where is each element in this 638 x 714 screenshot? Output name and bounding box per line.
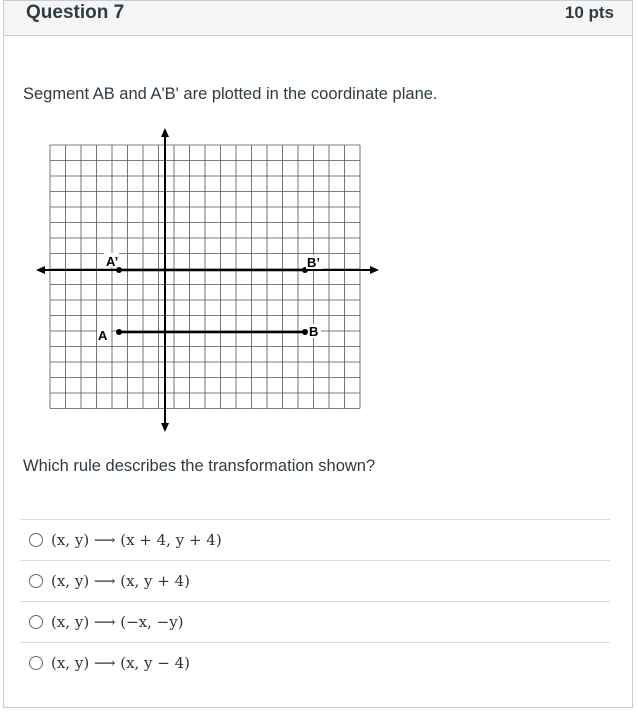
answer-option-1[interactable]: [20, 519, 610, 560]
question-title: Question 7: [26, 2, 125, 23]
point-a: [116, 329, 122, 335]
question-header: [4, 1, 632, 36]
question-prompt: Segment AB and A'B' are plotted in the coordinate plane.: [23, 85, 438, 103]
radio-button[interactable]: [29, 533, 43, 547]
label-a-prime: A’: [106, 254, 119, 269]
y-axis-arrow-down: [161, 423, 169, 432]
radio-button[interactable]: [29, 656, 43, 670]
label-b-prime: B’: [307, 255, 320, 270]
answer-label: (x, y) ⟶ (−x, −y): [51, 613, 184, 631]
question-points: 10 pts: [564, 3, 614, 22]
answer-option-2[interactable]: [20, 560, 610, 601]
x-axis-arrow-left: [36, 266, 45, 274]
point-b: [302, 329, 308, 335]
radio-button[interactable]: [29, 574, 43, 588]
coordinate-plane: [30, 126, 390, 436]
grid-lines: [50, 145, 360, 409]
question-text: Which rule describes the transformation shown?: [23, 457, 376, 475]
y-axis-arrow-up: [161, 128, 169, 137]
answer-list: [20, 519, 610, 683]
radio-button[interactable]: [29, 615, 43, 629]
answer-option-3[interactable]: [20, 601, 610, 642]
answer-label: (x, y) ⟶ (x + 4, y + 4): [51, 531, 222, 549]
label-b: B: [309, 324, 319, 339]
answer-option-4[interactable]: [20, 642, 610, 683]
answer-label: (x, y) ⟶ (x, y + 4): [51, 572, 191, 590]
label-a: A: [98, 328, 108, 343]
x-axis-arrow-right: [370, 266, 379, 274]
answer-label: (x, y) ⟶ (x, y − 4): [51, 654, 191, 672]
